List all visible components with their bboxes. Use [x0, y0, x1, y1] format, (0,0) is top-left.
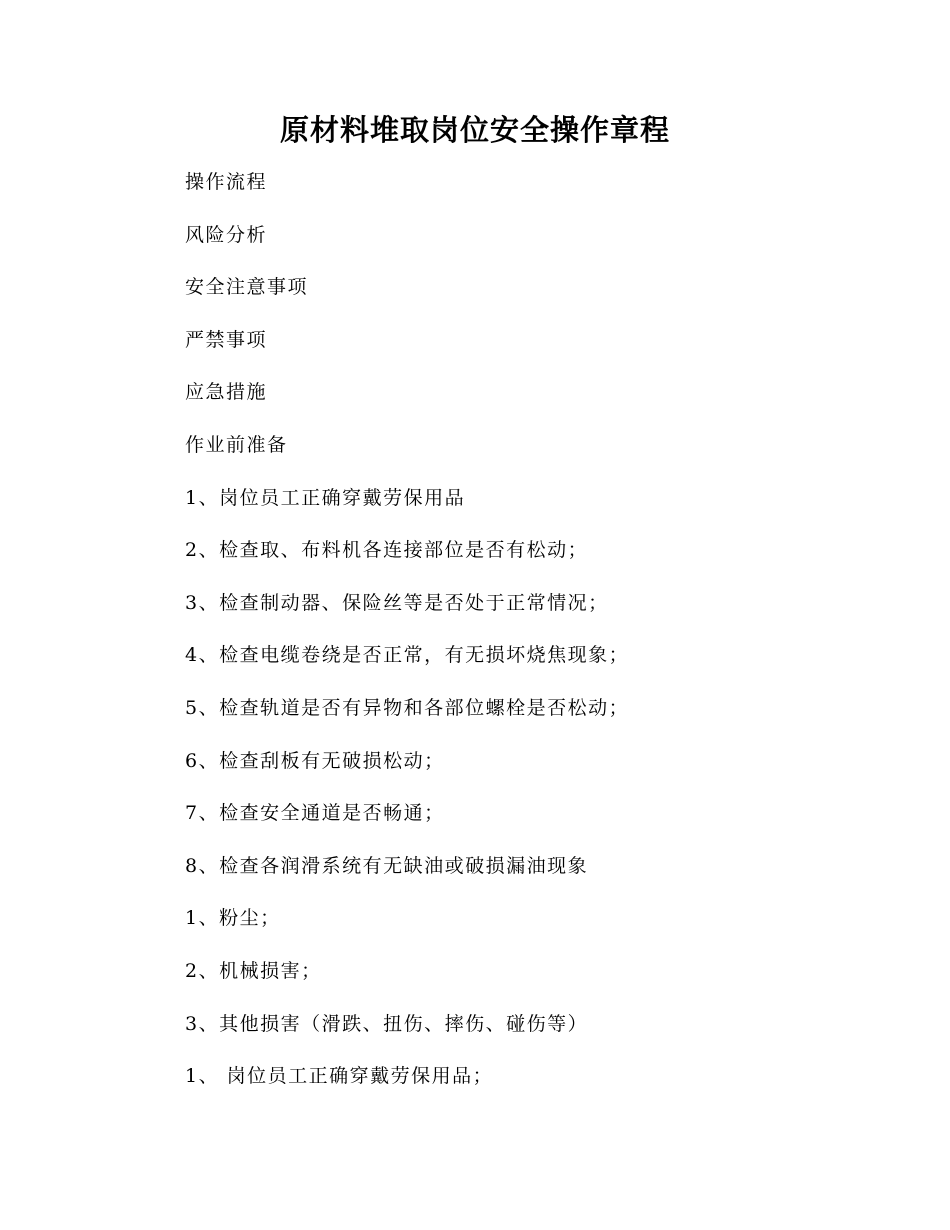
section-heading: 严禁事项	[185, 328, 268, 351]
section-heading: 操作流程	[185, 171, 268, 193]
document-title: 原材料堆取岗位安全操作章程	[279, 113, 670, 147]
list-item: 1、岗位员工正确穿戴劳保用品	[185, 486, 466, 509]
list-item: 7、检查安全通道是否畅通；	[185, 802, 445, 825]
list-item: 2、检查取、布料机各连接部位是否有松动；	[185, 539, 589, 562]
list-item: 1、 岗位员工正确穿戴劳保用品；	[185, 1065, 494, 1088]
list-item: 3、检查制动器、保险丝等是否处于正常情况；	[185, 591, 609, 614]
list-item: 6、检查刮板有无破损松动；	[185, 749, 445, 772]
list-item: 1、粉尘；	[185, 907, 281, 930]
section-heading: 安全注意事项	[185, 276, 309, 299]
section-heading: 风险分析	[185, 223, 268, 246]
list-item: 8、检查各润滑系统有无缺油或破损漏油现象	[185, 854, 589, 877]
section-heading: 应急措施	[185, 381, 268, 404]
list-item: 5、检查轨道是否有异物和各部位螺栓是否松动；	[185, 696, 630, 719]
list-item: 4、检查电缆卷绕是否正常，有无损坏烧焦现象；	[185, 644, 630, 667]
list-item: 2、机械损害；	[185, 959, 322, 982]
list-item: 3、其他损害（滑跌、扭伤、摔伤、碰伤等）	[185, 1012, 589, 1035]
document-body	[185, 167, 885, 1114]
section-heading: 作业前准备	[185, 433, 288, 456]
